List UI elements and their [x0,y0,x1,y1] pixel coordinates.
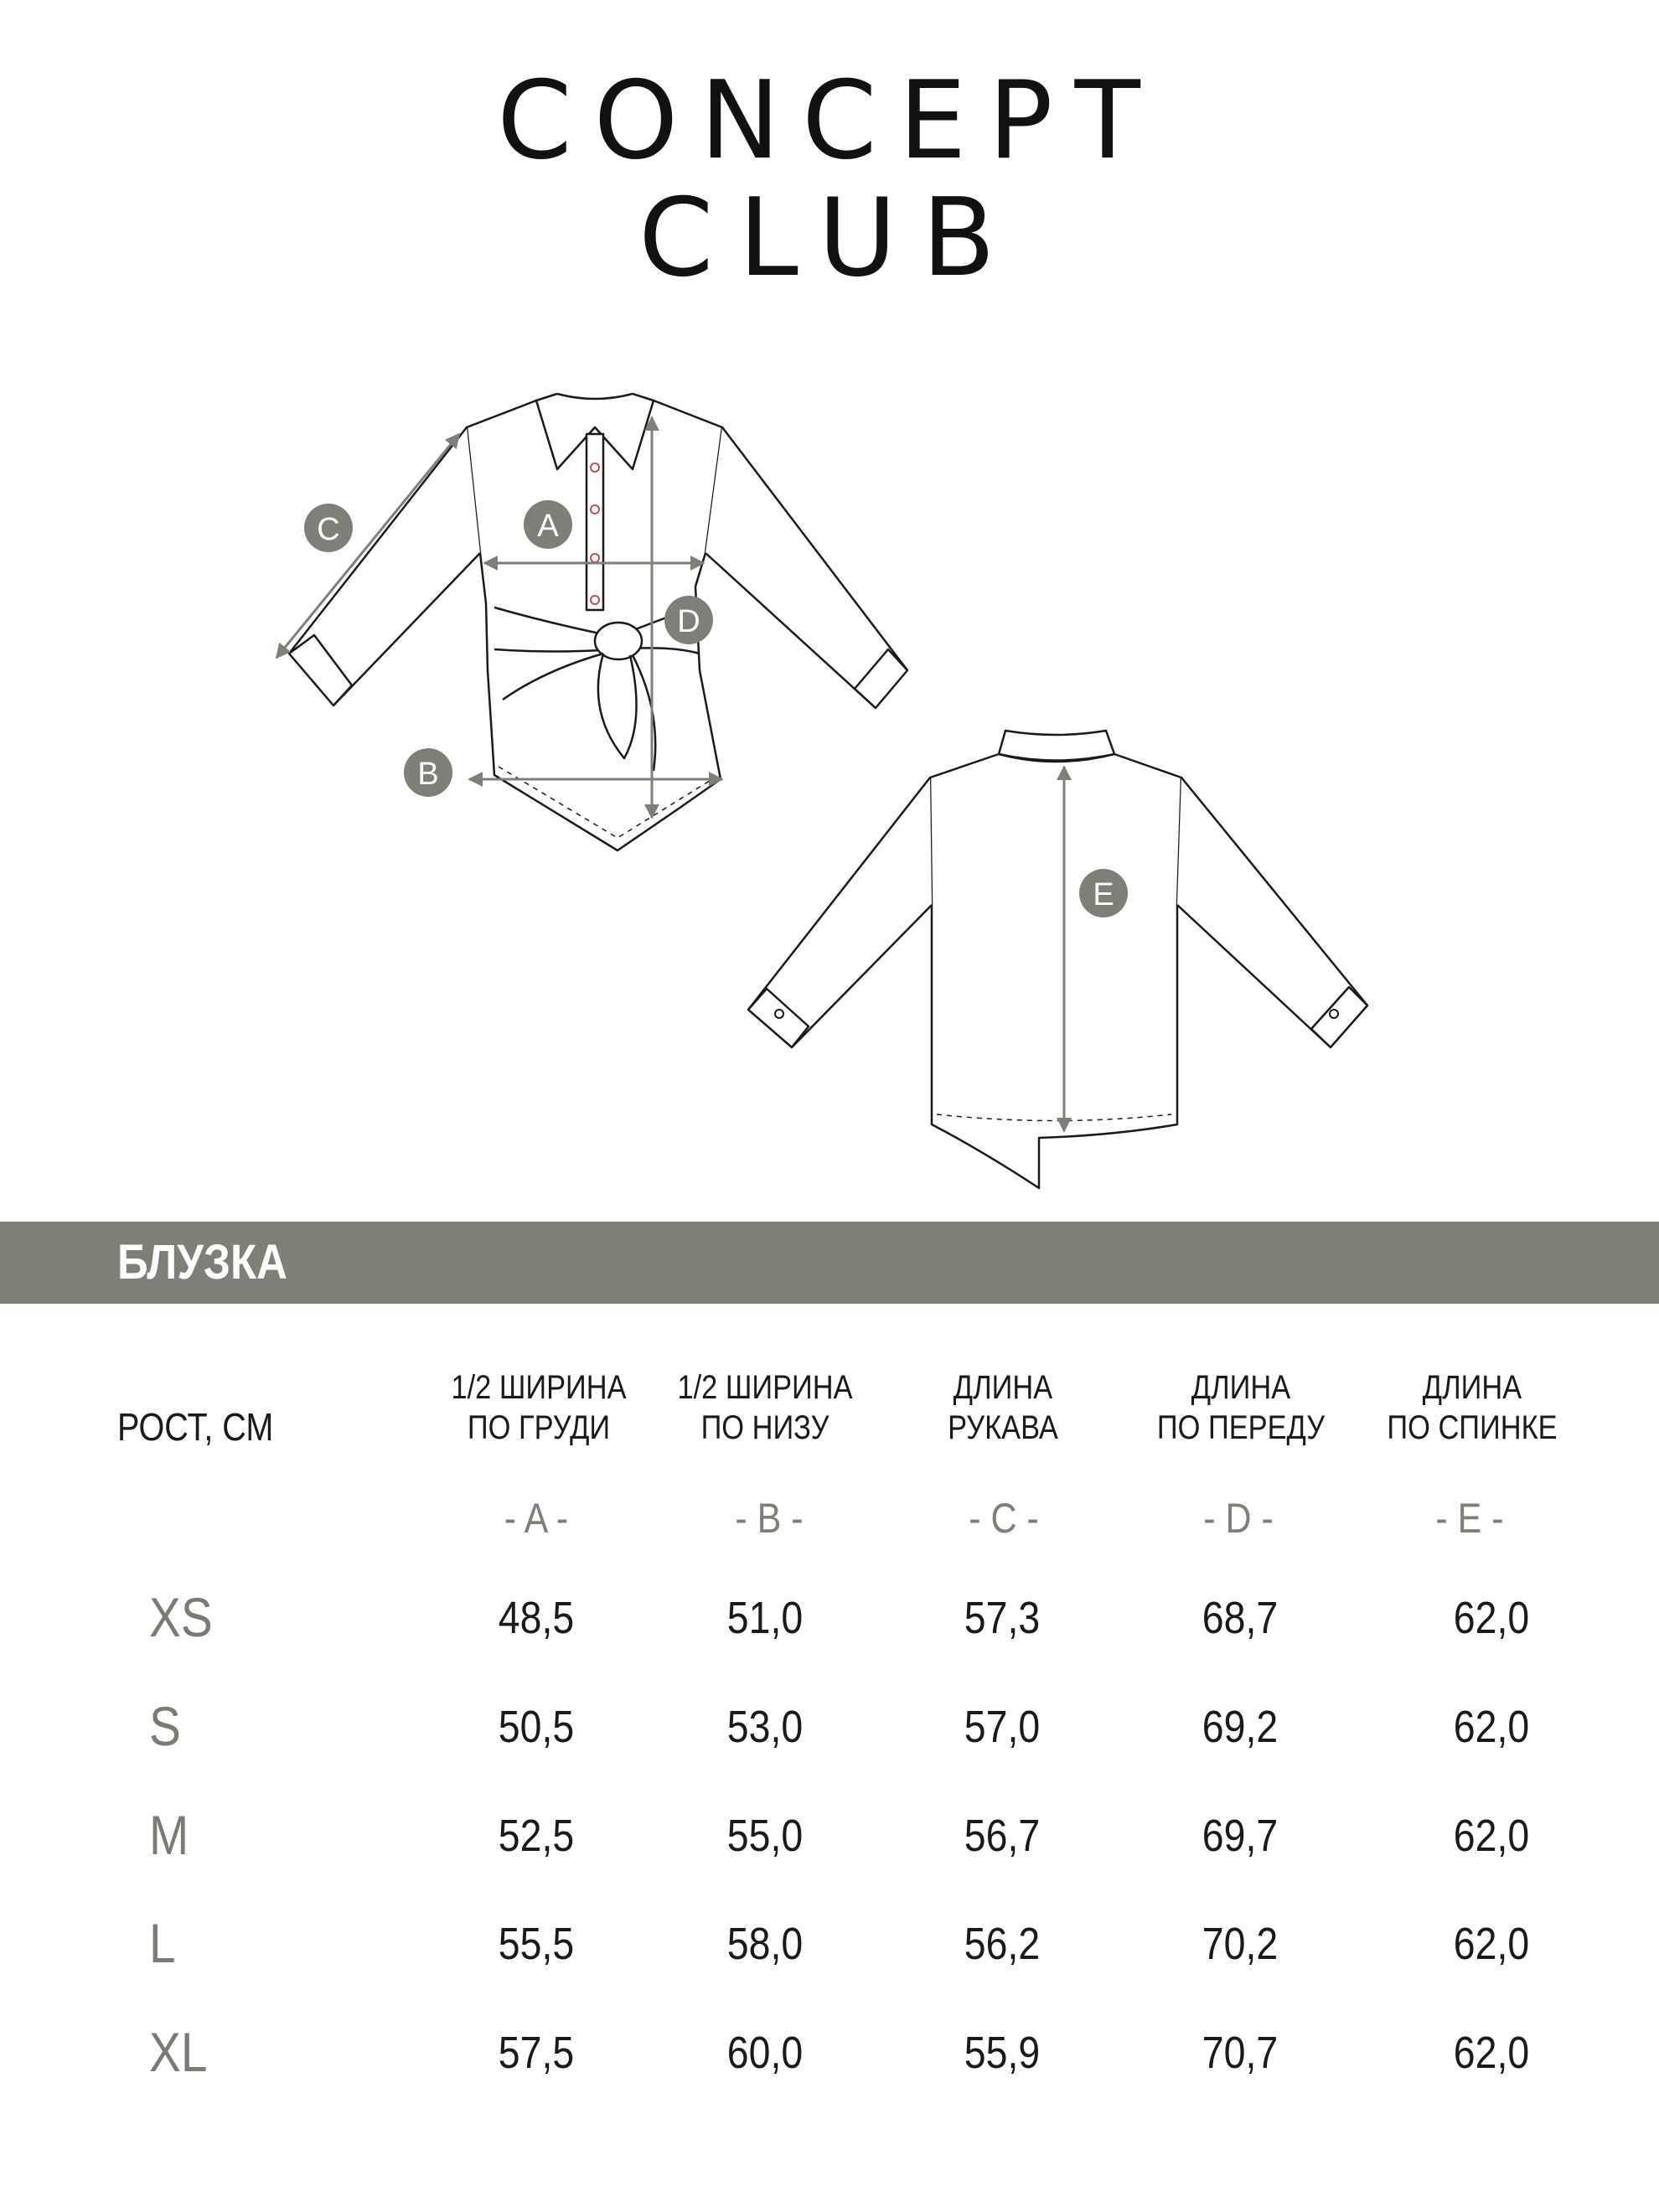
measurement-cell: 62,0 [1453,1593,1530,1643]
measurement-cell: 57,5 [498,2028,575,2078]
measurement-cell: 62,0 [1453,1702,1530,1752]
measurement-cell: 69,2 [1202,1702,1279,1752]
measurement-cell: 57,0 [964,1702,1041,1752]
measurement-cell: 62,0 [1453,1919,1530,1969]
column-letter-c: - C - [969,1495,1039,1542]
column-header-c-line1: ДЛИНА [953,1369,1053,1406]
measurement-cell: 70,7 [1202,2028,1279,2078]
column-header-e-line2: ПО СПИНКЕ [1387,1409,1558,1446]
column-header-d-line1: ДЛИНА [1191,1369,1291,1406]
product-title: БЛУЗКА [117,1235,287,1289]
measurement-cell: 62,0 [1453,1811,1530,1861]
column-header-e-line1: ДЛИНА [1422,1369,1522,1406]
measurement-cell: 69,7 [1202,1811,1279,1861]
column-header-d-line2: ПО ПЕРЕДУ [1156,1409,1326,1446]
measurement-cell: 51,0 [726,1593,804,1643]
column-header-a-line2: ПО ГРУДИ [467,1409,611,1446]
measurement-cell: 55,5 [498,1919,575,1969]
measurement-cell: 55,0 [726,1811,804,1861]
column-letter-e: - E - [1435,1495,1504,1542]
size-label: M [149,1804,189,1866]
size-label: XS [149,1586,213,1648]
measurement-cell: 68,7 [1202,1593,1279,1643]
measurement-cell: 56,7 [964,1811,1041,1861]
measurement-cell: 55,9 [964,2028,1041,2078]
column-header-a-line1: 1/2 ШИРИНА [451,1369,627,1406]
measurement-cell: 58,0 [726,1919,804,1969]
height-label: РОСТ, СМ [117,1405,274,1449]
measurement-cell: 60,0 [726,2028,804,2078]
callout-e-label: E [1093,877,1114,912]
measurement-cell: 48,5 [498,1593,575,1643]
callout-d-label: D [677,604,700,639]
column-letter-a: - A - [504,1495,569,1542]
brand-logo-line1: CONCEPT [497,59,1162,183]
measurement-cell: 53,0 [726,1702,804,1752]
column-letter-d: - D - [1203,1495,1274,1542]
measurement-cell: 52,5 [498,1811,575,1861]
measurement-cell: 57,3 [964,1593,1041,1643]
column-header-c-line2: РУКАВА [948,1409,1058,1446]
measurement-cell: 56,2 [964,1919,1041,1969]
callout-b-label: B [417,757,439,792]
size-label: S [149,1695,181,1757]
measurement-cell: 62,0 [1453,2028,1530,2078]
size-label: L [149,1912,176,1974]
measurement-cell: 50,5 [498,1702,575,1752]
callout-c-label: C [317,512,340,547]
brand-logo-line2: CLUB [638,176,1021,301]
measurement-cell: 70,2 [1202,1919,1279,1969]
column-header-b-line1: 1/2 ШИРИНА [677,1369,853,1406]
column-letter-b: - B - [735,1495,804,1542]
size-label: XL [149,2021,208,2083]
column-header-b-line2: ПО НИЗУ [700,1409,830,1446]
callout-a-label: A [537,509,559,544]
